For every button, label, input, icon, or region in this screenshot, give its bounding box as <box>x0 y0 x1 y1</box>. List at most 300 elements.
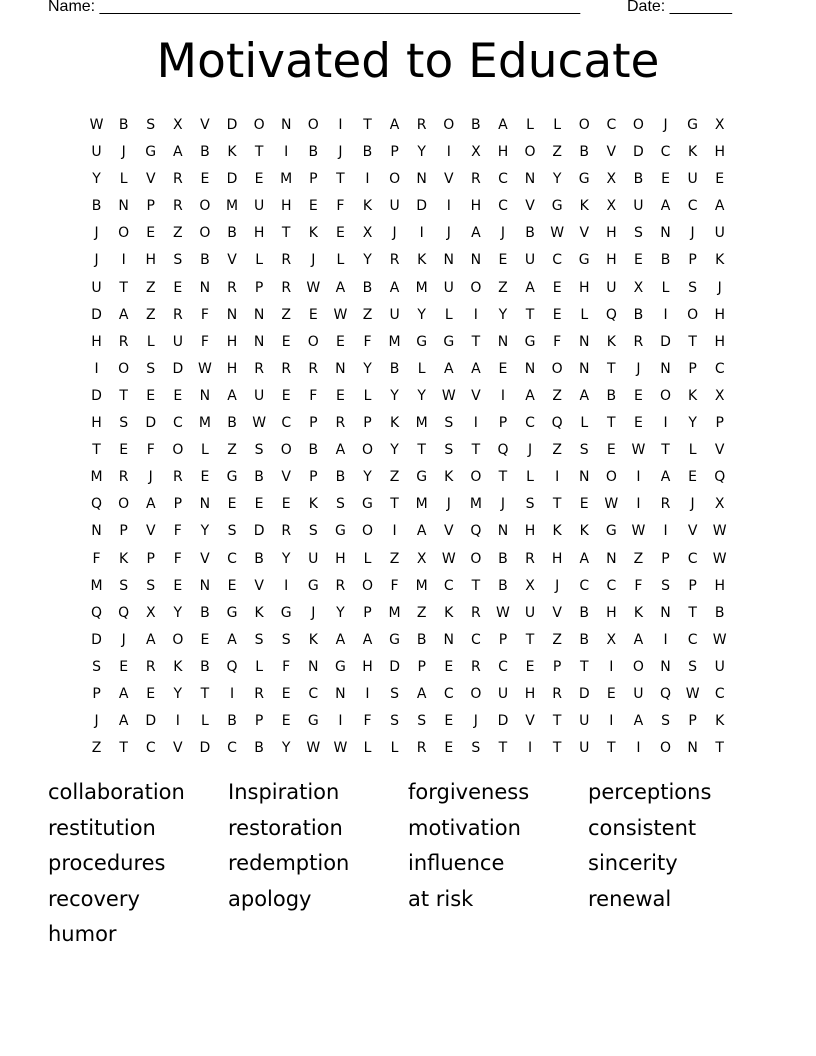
grid-letter: E <box>173 387 183 404</box>
grid-letter: U <box>389 198 400 215</box>
grid-letter: E <box>308 198 318 215</box>
grid-letter: I <box>365 171 370 188</box>
grid-letter: V <box>606 144 617 161</box>
grid-letter: S <box>661 713 670 730</box>
grid-letter: F <box>173 550 182 567</box>
grid-letter: Z <box>552 144 562 161</box>
grid-letter: C <box>498 658 508 675</box>
grid-letter: E <box>254 496 264 513</box>
grid-letter: J <box>690 225 695 242</box>
grid-letter: N <box>199 387 211 404</box>
grid-letter: N <box>497 333 509 350</box>
grid-letter: T <box>607 415 616 432</box>
grid-letter: B <box>200 658 210 675</box>
grid-letter: R <box>470 171 481 188</box>
grid-letter: N <box>443 631 454 648</box>
grid-letter: G <box>443 333 455 350</box>
grid-letter: Z <box>91 740 102 757</box>
grid-letter: B <box>254 469 264 486</box>
grid-letter: C <box>498 171 508 188</box>
grid-letter: G <box>307 577 319 594</box>
grid-letter: R <box>172 171 183 188</box>
grid-letter: Z <box>552 387 562 404</box>
grid-letter: L <box>363 387 372 404</box>
word-list-item: recovery <box>48 886 140 911</box>
grid-letter: O <box>361 442 373 459</box>
grid-letter: Z <box>145 279 156 296</box>
grid-letter: J <box>94 225 99 242</box>
grid-letter: L <box>255 252 264 269</box>
grid-letter: H <box>606 604 617 621</box>
grid-letter: A <box>118 713 129 730</box>
grid-letter: H <box>253 225 265 242</box>
grid-letter: J <box>392 225 397 242</box>
grid-letter: D <box>497 713 509 730</box>
grid-letter: O <box>307 333 319 350</box>
grid-letter: E <box>498 252 508 269</box>
grid-letter: I <box>555 469 560 486</box>
grid-letter: E <box>146 685 156 702</box>
grid-letter: B <box>254 550 264 567</box>
grid-letter: S <box>390 685 400 702</box>
grid-letter: T <box>525 631 535 648</box>
grid-letter: H <box>362 658 373 675</box>
grid-letter: O <box>578 117 590 133</box>
grid-letter: U <box>91 144 102 161</box>
grid-letter: U <box>443 279 454 296</box>
grid-letter: B <box>579 144 590 161</box>
grid-letter: A <box>335 442 346 459</box>
grid-letter: A <box>525 279 535 296</box>
grid-letter: O <box>361 577 373 594</box>
grid-letter: P <box>417 658 426 675</box>
grid-row <box>83 356 733 383</box>
grid-row <box>83 112 733 139</box>
grid-letter: B <box>227 713 237 730</box>
grid-letter: B <box>335 469 346 486</box>
grid-letter: L <box>363 740 372 757</box>
grid-letter: S <box>119 577 129 594</box>
grid-letter: U <box>714 658 725 675</box>
grid-letter: U <box>172 333 183 350</box>
grid-letter: V <box>687 523 698 540</box>
grid-letter: T <box>498 469 508 486</box>
grid-letter: E <box>200 631 210 648</box>
grid-letter: T <box>92 442 101 459</box>
grid-letter: D <box>389 658 400 675</box>
grid-letter: H <box>524 523 536 540</box>
grid-letter: C <box>552 252 563 269</box>
grid-row <box>83 491 733 518</box>
grid-letter: H <box>226 333 238 350</box>
grid-row <box>83 139 733 166</box>
grid-letter: E <box>281 713 291 730</box>
grid-letter: Z <box>362 306 373 323</box>
name-field-label: Name: ______________________________________________________ <box>48 0 581 15</box>
grid-letter: L <box>390 740 399 757</box>
grid-letter: L <box>444 306 453 323</box>
grid-letter: U <box>389 306 400 323</box>
grid-letter: B <box>362 279 373 296</box>
grid-letter: R <box>172 306 183 323</box>
grid-letter: C <box>498 198 508 215</box>
grid-letter: P <box>254 279 264 296</box>
grid-letter: B <box>579 631 590 648</box>
grid-letter: L <box>526 117 534 133</box>
grid-letter: O <box>605 469 617 486</box>
grid-letter: V <box>145 523 156 540</box>
grid-letter: R <box>633 333 644 350</box>
page-title: Motivated to Educate <box>156 34 660 89</box>
grid-letter: F <box>200 333 209 350</box>
grid-letter: B <box>254 740 264 757</box>
grid-letter: O <box>253 117 265 133</box>
grid-letter: I <box>175 713 180 730</box>
grid-letter: O <box>307 117 319 133</box>
grid-letter: R <box>335 577 346 594</box>
grid-letter: L <box>119 171 128 188</box>
grid-letter: J <box>527 442 533 459</box>
grid-letter: V <box>200 117 210 133</box>
word-list-item: perceptions <box>588 780 712 804</box>
grid-row <box>83 275 733 302</box>
grid-letter: A <box>660 469 671 486</box>
grid-letter: O <box>470 685 482 702</box>
grid-letter: C <box>470 631 481 648</box>
grid-letter: F <box>390 577 399 594</box>
grid-letter: S <box>390 713 400 730</box>
grid-letter: A <box>118 685 129 702</box>
grid-letter: Q <box>118 604 130 621</box>
grid-letter: O <box>172 631 184 648</box>
grid-letter: X <box>145 604 156 621</box>
grid-letter: T <box>119 279 128 296</box>
grid-letter: P <box>390 144 399 161</box>
grid-letter: B <box>525 225 535 242</box>
grid-letter: K <box>579 523 589 540</box>
grid-letter: E <box>173 577 183 594</box>
grid-letter: V <box>281 469 291 486</box>
grid-letter: P <box>498 631 508 648</box>
grid-letter: E <box>308 306 318 323</box>
grid-letter: R <box>552 685 562 702</box>
grid-letter: O <box>660 740 672 757</box>
grid-letter: N <box>524 360 536 377</box>
grid-letter: O <box>118 496 130 513</box>
grid-letter: S <box>146 360 156 377</box>
grid-letter: J <box>555 577 560 594</box>
grid-letter: E <box>281 496 291 513</box>
grid-letter: N <box>199 577 211 594</box>
grid-letter: C <box>145 740 156 757</box>
grid-letter: J <box>94 252 99 269</box>
grid-letter: V <box>443 523 454 540</box>
grid-letter: N <box>578 333 590 350</box>
grid-letter: C <box>525 415 535 432</box>
grid-letter: X <box>714 387 725 404</box>
grid-letter: Q <box>497 442 509 459</box>
grid-letter: H <box>714 144 725 161</box>
grid-letter: G <box>226 604 238 621</box>
grid-letter: S <box>308 523 318 540</box>
grid-letter: E <box>552 279 562 296</box>
grid-letter: B <box>633 171 644 188</box>
grid-letter: D <box>91 631 102 648</box>
grid-letter: I <box>446 198 451 215</box>
grid-letter: B <box>660 252 671 269</box>
grid-letter: X <box>525 577 535 594</box>
grid-letter: C <box>308 685 319 702</box>
grid-letter: S <box>254 442 264 459</box>
grid-letter: J <box>338 144 343 161</box>
grid-letter: A <box>579 387 590 404</box>
grid-letter: A <box>660 198 671 215</box>
grid-letter: K <box>308 496 318 513</box>
grid-letter: S <box>146 577 156 594</box>
grid-letter: G <box>362 496 373 513</box>
grid-letter: J <box>663 117 668 133</box>
grid-row <box>83 302 733 329</box>
grid-letter: G <box>334 523 346 540</box>
grid-letter: P <box>254 713 264 730</box>
grid-letter: I <box>121 252 126 269</box>
grid-letter: A <box>633 713 644 730</box>
grid-letter: K <box>688 144 698 161</box>
grid-letter: H <box>335 550 346 567</box>
grid-letter: K <box>552 523 562 540</box>
grid-letter: T <box>119 740 128 757</box>
grid-letter: O <box>118 360 130 377</box>
word-list-item: forgiveness <box>408 780 530 804</box>
grid-letter: F <box>634 577 643 594</box>
grid-letter: P <box>146 550 155 567</box>
grid-letter: F <box>363 713 372 730</box>
grid-row <box>83 518 733 545</box>
grid-letter: I <box>663 523 668 540</box>
grid-letter: I <box>473 306 478 323</box>
grid-letter: V <box>254 577 264 594</box>
grid-letter: Y <box>363 252 372 269</box>
grid-letter: D <box>578 685 590 702</box>
grid-letter: Y <box>363 360 372 377</box>
grid-letter: R <box>308 360 319 377</box>
grid-letter: R <box>660 496 671 513</box>
grid-letter: I <box>636 740 641 757</box>
grid-letter: C <box>443 685 454 702</box>
grid-letter: H <box>470 198 482 215</box>
grid-letter: L <box>688 442 697 459</box>
word-list-item: humor <box>48 922 117 947</box>
grid-row <box>83 464 733 491</box>
grid-letter: I <box>338 713 343 730</box>
grid-letter: U <box>579 713 590 730</box>
grid-letter: Y <box>363 469 372 486</box>
grid-letter: I <box>663 415 668 432</box>
word-list-item: renewal <box>588 886 672 911</box>
grid-letter: O <box>687 306 699 323</box>
grid-letter: V <box>443 171 454 188</box>
grid-letter: M <box>225 198 239 215</box>
grid-letter: L <box>580 415 589 432</box>
grid-letter: G <box>524 333 536 350</box>
grid-letter: Q <box>551 415 563 432</box>
grid-letter: I <box>392 523 397 540</box>
grid-letter: U <box>633 685 644 702</box>
grid-letter: R <box>281 523 292 540</box>
grid-letter: C <box>281 415 292 432</box>
grid-letter: K <box>606 333 616 350</box>
grid-letter: A <box>471 225 481 242</box>
grid-letter: S <box>633 225 643 242</box>
grid-letter: E <box>119 442 129 459</box>
grid-letter: S <box>92 658 101 675</box>
grid-letter: Z <box>498 279 508 296</box>
grid-letter: Y <box>92 171 101 188</box>
grid-letter: M <box>415 577 428 594</box>
grid-letter: F <box>282 658 291 675</box>
grid-letter: P <box>498 415 508 432</box>
grid-letter: E <box>335 387 345 404</box>
word-search-grid <box>83 112 733 762</box>
grid-letter: N <box>660 658 671 675</box>
grid-letter: H <box>714 306 725 323</box>
grid-letter: C <box>606 117 617 133</box>
grid-letter: B <box>200 252 210 269</box>
grid-letter: V <box>200 550 210 567</box>
grid-letter: B <box>416 631 427 648</box>
grid-letter: S <box>335 496 345 513</box>
grid-letter: J <box>311 252 316 269</box>
grid-letter: V <box>471 387 481 404</box>
grid-letter: T <box>688 333 697 350</box>
grid-letter: R <box>281 252 292 269</box>
grid-letter: P <box>715 415 724 432</box>
word-list-item: consistent <box>588 815 697 840</box>
word-list-item: motivation <box>408 815 521 840</box>
grid-letter: C <box>443 577 454 594</box>
grid-letter: C <box>714 685 725 702</box>
grid-letter: T <box>200 685 210 702</box>
grid-letter: I <box>473 415 478 432</box>
grid-letter: P <box>688 360 697 377</box>
grid-letter: W <box>333 740 348 757</box>
grid-letter: I <box>663 306 668 323</box>
grid-letter: U <box>497 685 509 702</box>
grid-letter: W <box>89 117 104 133</box>
grid-letter: D <box>172 360 184 377</box>
grid-letter: K <box>173 658 183 675</box>
grid-letter: S <box>173 252 183 269</box>
grid-letter: E <box>200 171 210 188</box>
grid-letter: R <box>416 117 427 133</box>
grid-letter: G <box>307 713 319 730</box>
grid-letter: E <box>525 658 535 675</box>
grid-letter: Z <box>281 306 291 323</box>
grid-letter: Z <box>173 225 183 242</box>
grid-row <box>83 383 733 410</box>
grid-letter: Y <box>173 685 183 702</box>
grid-letter: B <box>714 604 725 621</box>
grid-letter: P <box>309 171 318 188</box>
grid-letter: P <box>363 604 372 621</box>
grid-letter: I <box>609 658 614 675</box>
grid-letter: E <box>444 658 454 675</box>
grid-letter: U <box>579 740 590 757</box>
grid-letter: B <box>606 387 617 404</box>
grid-letter: U <box>633 198 644 215</box>
grid-letter: A <box>389 117 400 133</box>
grid-letter: N <box>416 171 427 188</box>
grid-letter: N <box>524 171 536 188</box>
grid-letter: L <box>553 117 562 133</box>
grid-letter: G <box>334 658 346 675</box>
grid-letter: T <box>552 496 562 513</box>
word-list-item: redemption <box>228 851 350 876</box>
grid-letter: C <box>172 415 183 432</box>
grid-letter: R <box>416 740 427 757</box>
grid-letter: O <box>551 360 563 377</box>
grid-letter: F <box>92 550 101 567</box>
grid-letter: H <box>551 550 563 567</box>
grid-letter: W <box>550 225 565 242</box>
grid-letter: I <box>419 225 424 242</box>
grid-letter: A <box>173 144 183 161</box>
grid-row <box>83 654 733 681</box>
grid-letter: B <box>308 144 319 161</box>
grid-row <box>83 247 733 274</box>
word-list-item: Inspiration <box>228 780 340 804</box>
grid-letter: M <box>415 496 428 513</box>
grid-letter: E <box>715 171 725 188</box>
grid-letter: Y <box>498 306 508 323</box>
grid-letter: X <box>606 198 617 215</box>
grid-letter: Y <box>281 740 291 757</box>
grid-letter: D <box>416 198 428 215</box>
grid-letter: Y <box>552 171 562 188</box>
grid-letter: I <box>527 740 533 757</box>
grid-letter: Z <box>389 550 400 567</box>
grid-letter: W <box>333 306 348 323</box>
grid-letter: V <box>145 171 156 188</box>
grid-letter: I <box>663 631 668 648</box>
grid-letter: W <box>631 523 646 540</box>
grid-letter: Z <box>633 550 644 567</box>
grid-letter: L <box>201 442 209 459</box>
grid-letter: A <box>633 631 644 648</box>
grid-letter: W <box>604 496 619 513</box>
grid-letter: I <box>500 387 506 404</box>
grid-letter: A <box>118 306 129 323</box>
grid-letter: G <box>416 333 428 350</box>
grid-letter: Z <box>145 306 156 323</box>
grid-row <box>83 627 733 654</box>
grid-letter: I <box>338 117 343 133</box>
grid-letter: O <box>199 225 211 242</box>
grid-letter: W <box>631 442 646 459</box>
grid-letter: P <box>146 198 155 215</box>
grid-letter: E <box>281 333 291 350</box>
grid-letter: E <box>146 225 156 242</box>
grid-letter: C <box>687 198 698 215</box>
grid-letter: P <box>688 252 697 269</box>
grid-letter: E <box>281 387 291 404</box>
grid-row <box>83 681 733 708</box>
grid-letter: W <box>712 550 727 567</box>
grid-letter: O <box>280 442 292 459</box>
grid-letter: J <box>500 496 506 513</box>
grid-letter: O <box>470 469 482 486</box>
date-field-label: Date: _______ <box>627 0 732 15</box>
